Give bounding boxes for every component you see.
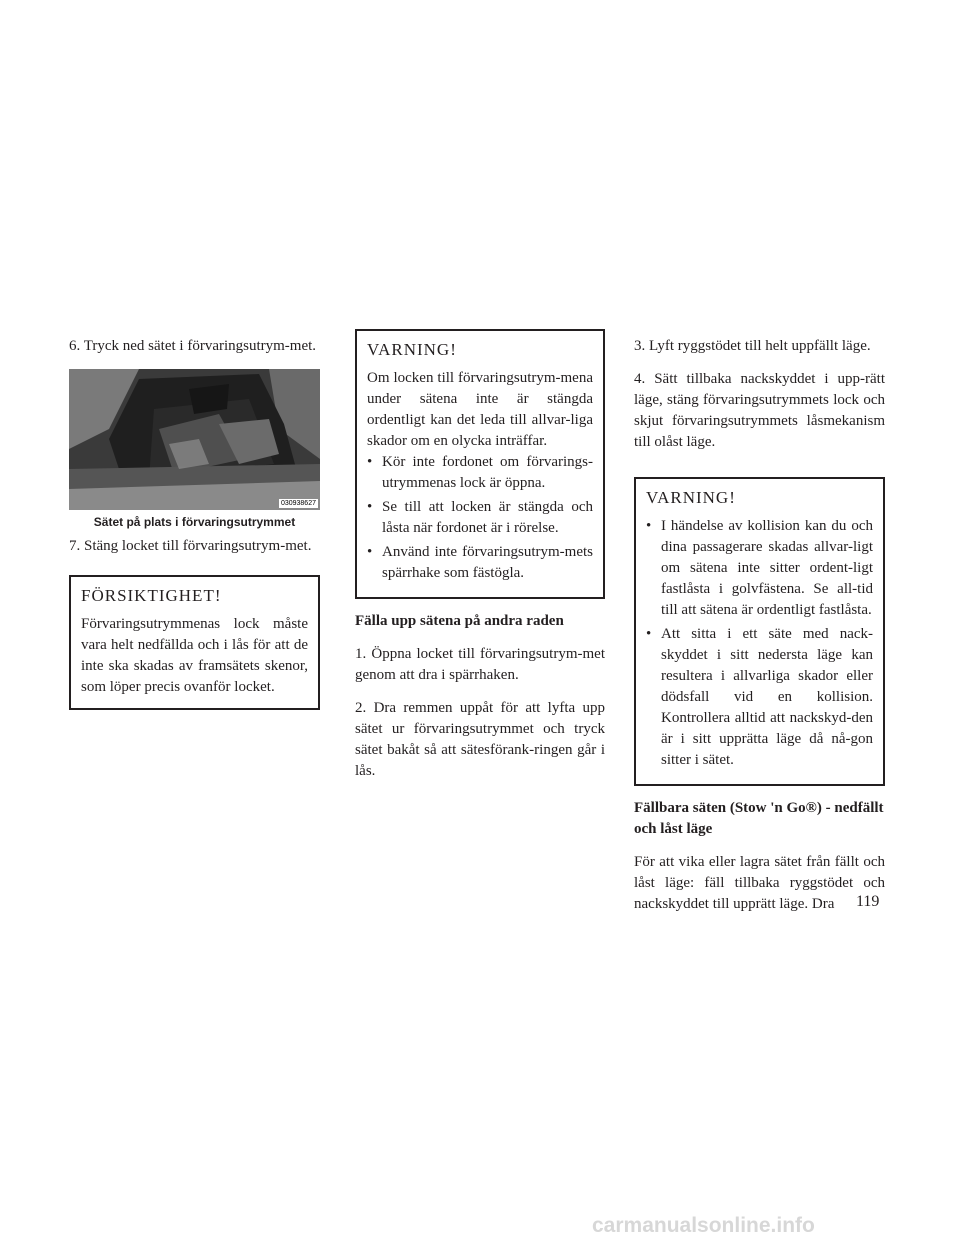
step-4-text: 4. Sätt tillbaka nackskyddet i upp-rätt läge, stäng förvaringsutrymmets lock och skjut förvaringsutrymmets låsmekanism till olåst läge. bbox=[634, 371, 885, 450]
section-heading-raise-seats: Fälla upp sätena på andra raden bbox=[355, 613, 564, 629]
page-number: 119 bbox=[856, 893, 880, 910]
warning-title: VARNING! bbox=[367, 340, 457, 359]
warning-bullet: • Se till att locken är stängda och låsta när fordonet är i rörelse. bbox=[367, 497, 593, 539]
seat-storage-illustration bbox=[69, 369, 320, 510]
step-6-text: 6. Tryck ned sätet i förvaringsutrym-met. bbox=[69, 338, 317, 354]
step-2-text: 2. Dra remmen uppåt för att lyfta upp sätet ur förvaringsutrymmet och tryck sätet bakåt så att sätesförank-ringen går i lås. bbox=[355, 700, 605, 779]
warning-bullet-list bbox=[646, 516, 873, 771]
image-code: 030938627 bbox=[280, 500, 316, 507]
warning-box-collision bbox=[634, 477, 885, 786]
warning-box-seat-covers bbox=[355, 329, 605, 599]
warning-title: VARNING! bbox=[646, 488, 736, 507]
watermark: carmanualsonline.info bbox=[592, 1214, 815, 1237]
warning-bullet: • Använd inte förvaringsutrym-mets spärrhake som fästögla. bbox=[367, 542, 593, 584]
section-heading-stow-n-go: Fällbara säten (Stow 'n Go®) - nedfällt och låst läge bbox=[634, 800, 884, 837]
caution-box bbox=[69, 575, 320, 710]
column-left bbox=[69, 336, 320, 722]
caution-title: FÖRSIKTIGHET! bbox=[81, 586, 222, 605]
warning-bullet: • Att sitta i ett säte med nack-skyddet i sitt nedersta läge kan resultera i allvarliga skador eller dödsfall vid en kollision. Kontrollera alltid att nackskyd-den är i sitt upprätta läge då nå-gon sitter i sätet. bbox=[646, 624, 873, 771]
warning-bullet: • I händelse av kollision kan du och dina passagerare skadas allvar-ligt om sätena inte sitter ordent-ligt fastlåsta i golvfästena. Se all-tid till att sätena är ordentligt fastlåsta. bbox=[646, 516, 873, 621]
seat-in-storage-photo bbox=[69, 369, 320, 510]
column-middle bbox=[355, 329, 605, 794]
warning-text: Om locken till förvaringsutrym-mena under sätena inte är stängda ordentligt kan det leda till allvar-liga skador om en olycka inträffar. bbox=[367, 370, 593, 449]
step-3-text: 3. Lyft ryggstödet till helt uppfällt läge. bbox=[634, 338, 871, 354]
warning-bullet: • Kör inte fordonet om förvarings-utrymmenas lock är öppna. bbox=[367, 452, 593, 494]
warning-bullet-list bbox=[367, 452, 593, 584]
column-right bbox=[634, 336, 885, 927]
step-1-text: 1. Öppna locket till förvaringsutrym-met genom att dra i spärrhaken. bbox=[355, 646, 605, 683]
image-caption: Sätet på plats i förvaringsutrymmet bbox=[93, 515, 296, 529]
caution-text: Förvaringsutrymmenas lock måste vara helt nedfällda och i lås för att de inte ska skadas av framsätets skenor, som löper precis ovanför locket. bbox=[81, 616, 308, 695]
step-7-text: 7. Stäng locket till förvaringsutrym-met. bbox=[69, 538, 312, 554]
stow-n-go-paragraph: För att vika eller lagra sätet från fällt och låst läge: fäll tillbaka ryggstödet och nackskyddet till upprätt läge. Dra bbox=[634, 854, 885, 912]
